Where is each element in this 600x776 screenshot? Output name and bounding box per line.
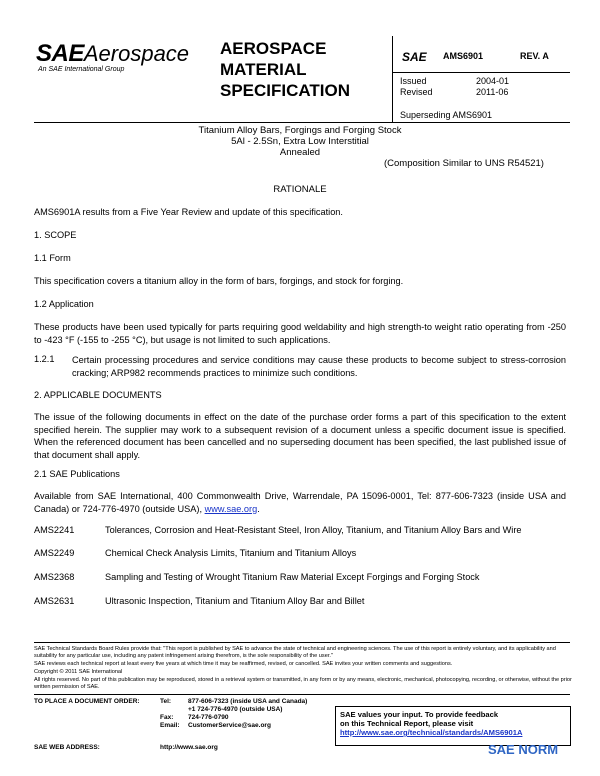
superseding-note: Superseding AMS6901 — [400, 110, 493, 120]
tel-outside: +1 724-776-4970 (outside USA) — [188, 706, 283, 713]
email-label: Email: — [160, 722, 180, 729]
revised-label: Revised — [400, 87, 433, 97]
footer-rule-2 — [34, 694, 570, 695]
subject-block — [0, 125, 600, 158]
rationale-text: AMS6901A results from a Five Year Review and update of this specification. — [34, 207, 343, 217]
sae-norm-watermark: SAE NORM — [488, 742, 559, 757]
section-2-1-period: . — [257, 503, 260, 514]
ref-code: AMS2631 — [34, 596, 75, 606]
feedback-box — [335, 706, 571, 746]
order-label: TO PLACE A DOCUMENT ORDER: — [34, 698, 140, 705]
ref-code: AMS2241 — [34, 525, 75, 535]
section-1-2-text: These products have been used typically for parts requiring good weldability and high strength-to weight ratio operating from -250 to -423 °F (-155 to -255 °C), but usage is not limited to such applications. — [34, 322, 566, 345]
issued-label: Issued — [400, 76, 427, 86]
revised-date: 2011-06 — [476, 87, 509, 97]
web-label: SAE WEB ADDRESS: — [34, 744, 100, 751]
section-1-1-text: This specification covers a titanium alloy in the form of bars, forgings, and stock for forging. — [34, 276, 404, 286]
feedback-line-2: on this Technical Report, please visit — [340, 719, 474, 728]
section-1-1-heading: 1.1 Form — [34, 253, 71, 263]
footer-review-text: SAE reviews each technical report at least every five years at which time it may be reaffirmed, revised, or cancelled. SAE invites your written comments and suggestions. — [34, 661, 453, 667]
subject-line-1: Titanium Alloy Bars, Forgings and Forging Stock — [198, 125, 402, 136]
section-1-2-1-number: 1.2.1 — [34, 354, 55, 364]
section-1-2-heading: 1.2 Application — [34, 299, 94, 309]
feedback-link[interactable]: http://www.sae.org/technical/standards/AMS6901A — [340, 728, 523, 737]
section-2-1-body: Available from SAE International, 400 Commonwealth Drive, Warrendale, PA 15096-0001, Tel: 877-606-7323 (inside USA and Canada) or 724-776-4970 (outside USA), — [34, 491, 566, 514]
sae-mark: SAE — [402, 50, 427, 64]
section-1-heading: 1. SCOPE — [34, 230, 77, 240]
sae-aerospace-logo — [36, 40, 190, 73]
rationale-heading: RATIONALE — [273, 184, 327, 195]
feedback-line-1: SAE values your input. To provide feedback — [340, 710, 499, 719]
header-divider — [392, 36, 393, 122]
document-type-title — [220, 38, 350, 101]
ref-code: AMS2368 — [34, 572, 75, 582]
footer-copyright: Copyright © 2011 SAE International — [34, 669, 123, 675]
header-bottom-rule — [34, 122, 570, 123]
subject-line-3: Annealed — [279, 147, 321, 158]
doc-number: AMS6901 — [443, 51, 484, 61]
footer-rule — [34, 642, 570, 643]
ref-desc: Tolerances, Corrosion and Heat-Resistant Steel, Iron Alloy, Titanium, and Titanium Alloy Bars and Wire — [105, 525, 522, 535]
tel-inside: 877-606-7323 (inside USA and Canada) — [188, 698, 308, 705]
footer-rules-text: SAE Technical Standards Board Rules provide that: "This report is published by SAE to advance the state of technical and engineering sciences. The use of this report is entirely voluntary, and its applicability and suitability for any particular use, including any patent infringement arising therefrom, is the sole responsibility of the user." — [34, 646, 556, 659]
title-line-3: SPECIFICATION — [220, 81, 351, 100]
footer-rights-text: All rights reserved. No part of this publication may be reproduced, stored in a retrieval system or transmitted, in any form or by any means, electronic, mechanical, photocopying, recording, or otherwise, without the prior written permission of SAE. — [34, 677, 572, 690]
fax-number: 724-776-0790 — [188, 714, 229, 721]
title-line-1: AEROSPACE — [220, 39, 327, 58]
subject-line-2: 5Al - 2.5Sn, Extra Low Interstitial — [231, 136, 369, 147]
composition-note: (Composition Similar to UNS R54521) — [384, 158, 544, 169]
ref-desc: Chemical Check Analysis Limits, Titanium and Titanium Alloys — [105, 548, 357, 558]
ref-desc: Ultrasonic Inspection, Titanium and Titanium Alloy Bar and Billet — [105, 596, 365, 606]
section-2-text: The issue of the following documents in effect on the date of the purchase order forms a part of this specification to the extent specified herein. The supplier may work to a subsequent revision of a document unless a specific document issue is specified. When the referenced document has been cancelled and no superseding document has been specified, the last published issue of that document shall apply. — [34, 412, 566, 460]
ref-desc: Sampling and Testing of Wrought Titanium Raw Material Except Forgings and Forging Stock — [105, 572, 480, 582]
tel-label: Tel: — [160, 698, 172, 705]
ref-code: AMS2249 — [34, 548, 75, 558]
section-1-2-1-text: Certain processing procedures and service conditions may cause these products to become subject to stress-corrosion cracking; ARP982 recommends practices to minimize such conditions. — [72, 355, 566, 378]
web-address[interactable]: http://www.sae.org — [160, 744, 218, 751]
section-2-heading: 2. APPLICABLE DOCUMENTS — [34, 390, 162, 400]
header-rule — [392, 72, 570, 73]
logo-sae: SAE — [36, 40, 84, 67]
title-line-2: MATERIAL — [220, 60, 307, 79]
issued-date: 2004-01 — [476, 76, 510, 86]
logo-aerospace: Aerospace — [83, 41, 190, 66]
revision-label: REV. A — [520, 51, 549, 61]
section-2-1-heading: 2.1 SAE Publications — [34, 469, 120, 479]
section-2-1-text — [34, 490, 566, 515]
sae-website-link[interactable]: www.sae.org — [204, 503, 258, 514]
logo-subtitle: An SAE International Group — [38, 66, 125, 73]
fax-label: Fax: — [160, 714, 174, 721]
email-address[interactable]: CustomerService@sae.org — [188, 722, 271, 729]
